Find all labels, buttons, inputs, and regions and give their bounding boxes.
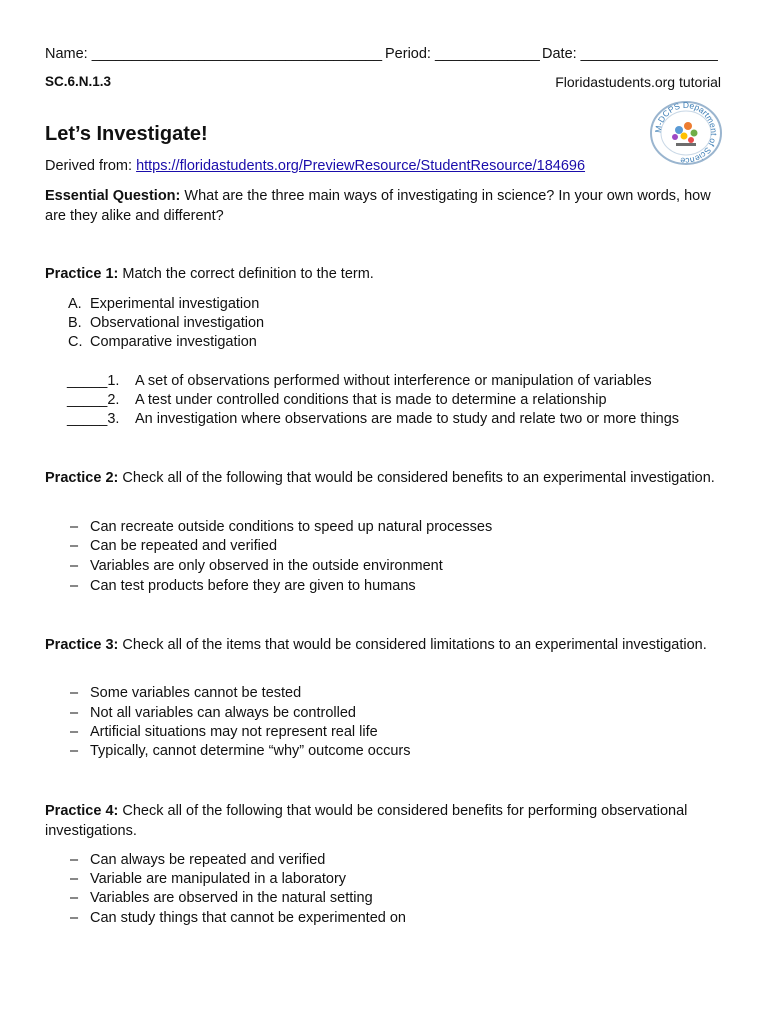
practice1-text: Match the correct definition to the term. bbox=[118, 266, 374, 282]
practice3-text: Check all of the items that would be considered limitations to an experimental investigation. bbox=[118, 637, 707, 653]
department-logo bbox=[649, 100, 723, 166]
essential-label: Essential Question: bbox=[45, 188, 181, 204]
derived-from bbox=[45, 158, 585, 174]
practice3-label: Practice 3: bbox=[45, 637, 119, 653]
practice1-prompt bbox=[45, 266, 374, 282]
name-field[interactable]: Name: ____________________________________ bbox=[45, 46, 383, 62]
practice1-label: Practice 1: bbox=[45, 266, 119, 282]
practice3-prompt bbox=[45, 636, 723, 656]
standard-code: SC.6.N.1.3 bbox=[45, 74, 112, 89]
answer-blank[interactable]: _____1. bbox=[67, 373, 120, 389]
svg-text:M-DCPS Department of Science: M-DCPS Department of Science bbox=[652, 100, 720, 166]
date-field[interactable]: Date: _________________ bbox=[542, 46, 718, 62]
derived-label: Derived from: bbox=[45, 158, 137, 174]
answer-blank[interactable]: _____2. bbox=[67, 392, 120, 408]
source-link[interactable]: https://floridastudents.org/PreviewResource/StudentResource/184696 bbox=[136, 158, 586, 174]
practice4-text: Check all of the following that would be considered benefits for performing observational investigations. bbox=[45, 803, 688, 839]
practice2-label: Practice 2: bbox=[45, 470, 119, 486]
tutorial-label: Floridastudents.org tutorial bbox=[555, 74, 721, 90]
practice2-text: Check all of the following that would be considered benefits to an experimental investigation. bbox=[118, 470, 715, 486]
page-title: Let’s Investigate! bbox=[45, 123, 208, 145]
science-logo-icon bbox=[649, 100, 723, 166]
answer-blank[interactable]: _____3. bbox=[67, 411, 120, 427]
worksheet-page: Name: ____________________________________ Period: _____________ Date: _________________ SC.6.N.1.3 Floridastudents.org tutorial M-DCPS Department of Science Let’s Investigate! Derived from: https://floridastudents.org/PreviewResource/StudentResource/184696 Essential Question: What are the three main ways of investigating in science? In your own words, how are they alike and different? Practice 1: Match the correct definition to the term. A. Experimental investigation B. Observational investigation C. Comparative investigation _____1. A set of observations performed without interference or manipulation of variables _____2. A test under controlled conditions that is made to determine a relationship _____3. An investigation where observations are made to study and relate two or more things Practice 2: Check all of the following that would be considered benefits to an experimental investigation. – Can recreate outside conditions to speed up natural processes – Can be repeated and verified – Variables are only observed in the outside environment – Can test products before they are given to humans Practice 3: Check all of the items that would be considered limitations to an experimental investigation. – Some variables cannot be tested – Not all variables can always be controlled – Artificial situations may not represent real life – Typically, cannot determine “why” outcome occurs Practice 4: Check all of the following that would be considered benefits for performing observational investigations. – Can always be repeated and verified – Variable are manipulated in a laboratory – Variables are observed in the natural setting – Can study things that cannot be experimented on bbox=[45, 46, 721, 926]
period-field[interactable]: Period: _____________ bbox=[385, 46, 540, 62]
practice4-label: Practice 4: bbox=[45, 803, 119, 819]
practice4-prompt bbox=[45, 802, 723, 841]
essential-question bbox=[45, 187, 723, 226]
essential-text: What are the three main ways of investigating in science? In your own words, how are they alike and different? bbox=[45, 188, 711, 224]
practice2-prompt bbox=[45, 469, 723, 489]
